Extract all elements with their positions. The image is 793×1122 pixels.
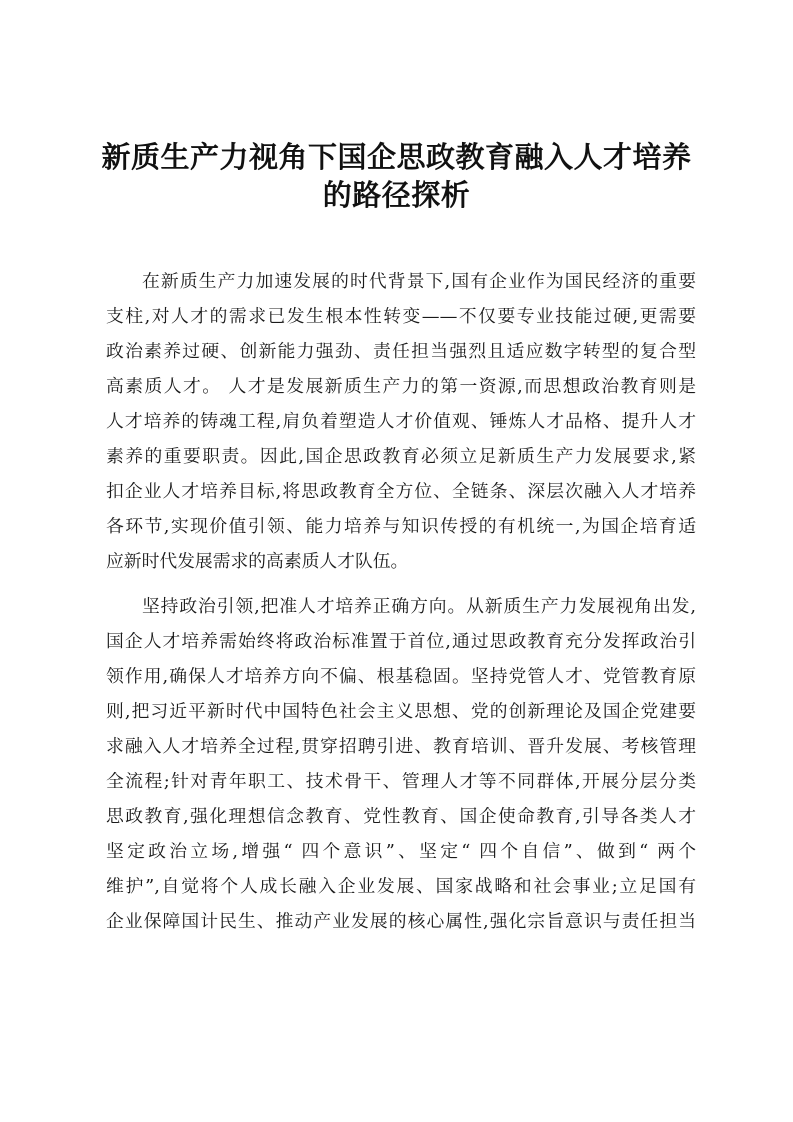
paragraph-line: 素养的重要职责。因此,国企思政教育必须立足新质生产力发展要求,紧	[106, 446, 696, 467]
paragraph-line: 人才培养的铸魂工程,肩负着塑造人才价值观、锤炼人才品格、提升人才	[106, 411, 696, 432]
paragraph-1	[106, 264, 696, 579]
paragraph-line: 全流程;针对青年职工、技术骨干、管理人才等不同群体,开展分层分类	[106, 771, 696, 792]
paragraph-line: 领作用,确保人才培养方向不偏、根基稳固。坚持党管人才、党管教育原	[106, 666, 696, 687]
paragraph-line: 维护”,自觉将个人成长融入企业发展、国家战略和社会事业;立足国有	[106, 876, 696, 897]
paragraph-line: 高素质人才。 人才是发展新质生产力的第一资源,而思想政治教育则是	[106, 376, 696, 397]
document-title	[80, 138, 713, 214]
paragraph-line: 思政教育,强化理想信念教育、党性教育、国企使命教育,引导各类人才	[106, 806, 696, 827]
paragraph-line: 应新时代发展需求的高素质人才队伍。	[106, 551, 409, 572]
paragraph-line: 支柱,对人才的需求已发生根本性转变——不仅要专业技能过硬,更需要	[106, 306, 696, 327]
paragraph-line: 政治素养过硬、创新能力强劲、责任担当强烈且适应数字转型的复合型	[106, 341, 696, 362]
paragraph-line: 企业保障国计民生、推动产业发展的核心属性,强化宗旨意识与责任担当	[106, 911, 696, 932]
paragraph-line: 扣企业人才培养目标,将思政教育全方位、全链条、深层次融入人才培养	[106, 481, 696, 502]
paragraph-spacer	[106, 579, 696, 589]
paragraph-line: 坚定政治立场,增强“ 四个意识”、坚定“ 四个自信”、做到“ 两个	[106, 841, 696, 862]
paragraph-line: 则,把习近平新时代中国特色社会主义思想、党的创新理论及国企党建要	[106, 701, 696, 722]
title-line-1: 新质生产力视角下国企思政教育融入人才培养	[101, 140, 692, 174]
title-line-2: 的路径探析	[322, 178, 471, 212]
paragraph-2	[106, 589, 696, 939]
paragraph-line: 国企人才培养需始终将政治标准置于首位,通过思政教育充分发挥政治引	[106, 631, 696, 652]
document-body	[106, 264, 696, 939]
paragraph-line: 坚持政治引领,把准人才培养正确方向。从新质生产力发展视角出发,	[142, 596, 696, 617]
paragraph-line: 在新质生产力加速发展的时代背景下,国有企业作为国民经济的重要	[142, 271, 696, 292]
paragraph-line: 各环节,实现价值引领、能力培养与知识传授的有机统一,为国企培育适	[106, 516, 696, 537]
paragraph-line: 求融入人才培养全过程,贯穿招聘引进、教育培训、晋升发展、考核管理	[106, 736, 696, 757]
